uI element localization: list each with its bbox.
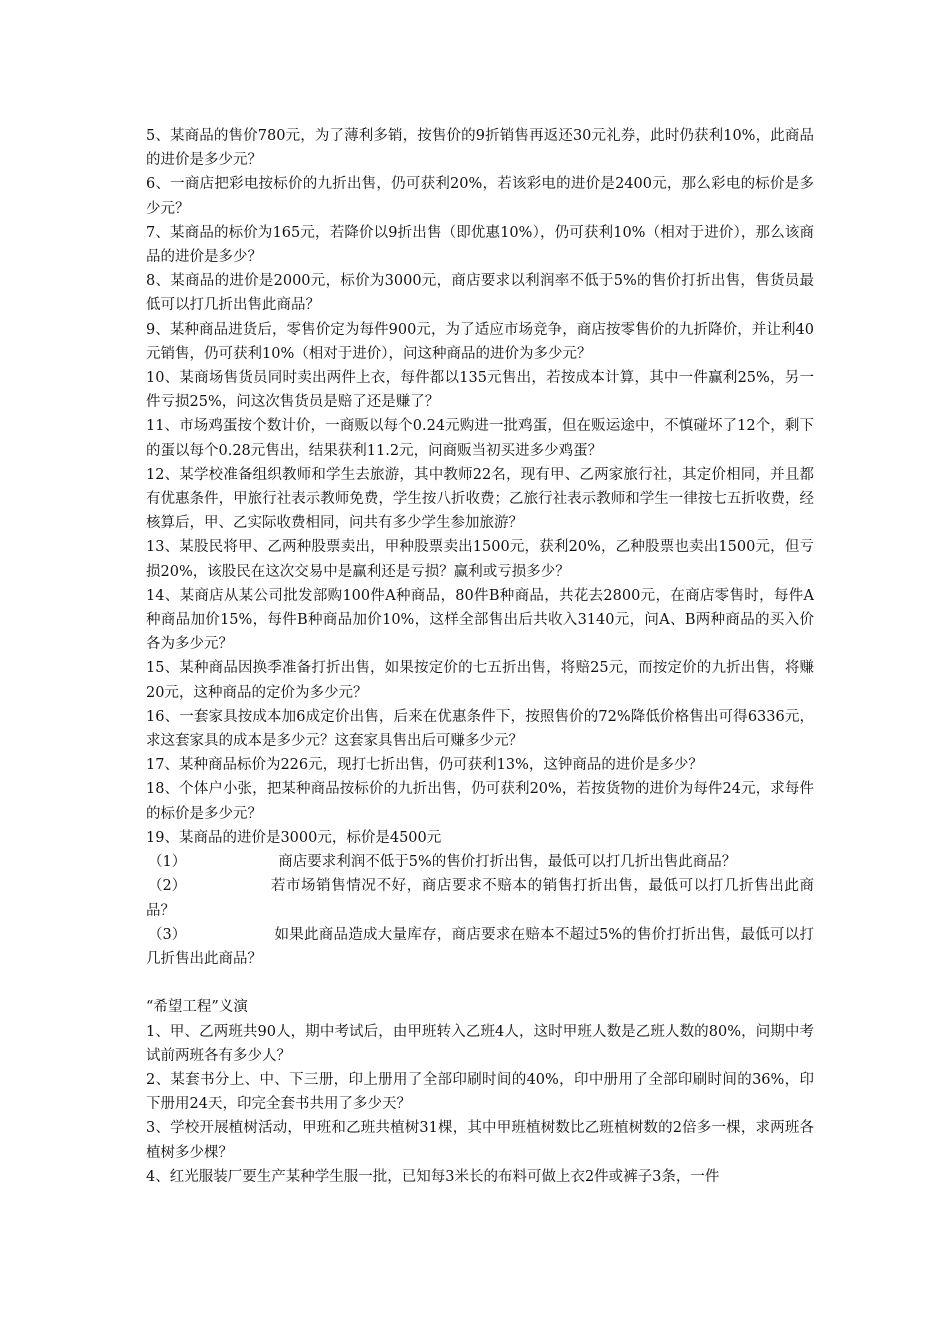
problem-13: 13、某股民将甲、乙两种股票卖出，甲种股票卖出1500元，获利20%，乙种股票也卖出1500元，但亏损20%，该股民在这次交易中是赢利还是亏损？赢利或亏损多少？ [146,539,814,580]
sub-item-3 [146,923,814,971]
problem-15: 15、某种商品因换季准备打折出售，如果按定价的七五折出售，将赔25元，而按定价的九折出售，将赚20元，这种商品的定价为多少元？ [146,660,814,701]
problem-11: 11、市场鸡蛋按个数计价，一商贩以每个0.24元购进一批鸡蛋，但在贩运途中，不慎碰坏了12个，剩下的蛋以每个0.28元售出，结果获利11.2元，问商贩当初买进多少鸡蛋？ [146,418,814,459]
sub-item-1 [146,850,814,874]
sub-item-text: 商店要求利润不低于5%的售价打折出售，最低可以打几折出售此商品？ [278,854,737,871]
section-problem-3: 3、学校开展植树活动，甲班和乙班共植树31棵，其中甲班植树数比乙班植树数的2倍多一棵，求两班各植树多少棵？ [146,1120,814,1161]
problem-9: 9、某种商品进货后，零售价定为每件900元，为了适应市场竞争，商店按零售价的九折降价，并让利40元销售，仍可获利10%（相对于进价），问这种商品的进价为多少元？ [146,321,814,362]
sub-item-text: 如果此商品造成大量库存，商店要求在赔本不超过5%的售价打折出售，最低可以打几折售出此商品？ [146,926,814,967]
sub-item-2 [146,874,814,922]
sub-item-text: 若市场销售情况不好，商店要求不赔本的销售打折出售，最低可以打几折售出此商品？ [146,878,814,919]
problem-14: 14、某商店从某公司批发部购100件A种商品，80件B种商品，共花去2800元，在商店零售时，每件A种商品加价15%，每件B种商品加价10%，这样全部售出后共收入3140元，问A、B两种商品的买入价各为多少元？ [146,587,814,653]
problem-12: 12、某学校准备组织教师和学生去旅游，其中教师22名，现有甲、乙两家旅行社，其定价相同，并且都有优惠条件，甲旅行社表示教师免费，学生按八折收费；乙旅行社表示教师和学生一律按七五折收费，经核算后，甲、乙实际收费相同，问共有多少学生参加旅游？ [146,466,814,532]
problem-6: 6、一商店把彩电按标价的九折出售，仍可获利20%，若该彩电的进价是2400元，那么彩电的标价是多少元？ [146,176,814,217]
section-title: “希望工程”义演 [146,999,248,1016]
problem-19: 19、某商品的进价是3000元，标价是4500元 [146,829,442,846]
problem-16: 16、一套家具按成本加6成定价出售，后来在优惠条件下，按照售价的72%降低价格售出可得6336元，求这套家具的成本是多少元？这套家具售出后可赚多少元？ [146,708,814,750]
problem-5: 5、某商品的售价780元，为了薄利多销，按售价的9折销售再返还30元礼券，此时仍获利10%，此商品的进价是多少元？ [146,128,814,169]
sub-item-number: （3） [148,926,187,943]
problem-18: 18、个体户小张，把某种商品按标价的九折出售，仍可获利20%，若按货物的进价为每件24元，求每件的标价是多少元？ [146,781,814,822]
sub-item-number: （2） [148,878,187,895]
sub-item-number: （1） [148,854,187,871]
section-problem-4: 4、红光服装厂要生产某种学生服一批，已知每3米长的布料可做上衣2件或裤子3条，一件 [146,1168,720,1185]
section-problem-2: 2、某套书分上、中、下三册，印上册用了全部印刷时间的40%，印中册用了全部印刷时间的36%，印下册用24天，印完全套书共用了多少天？ [146,1071,814,1113]
document-body [146,124,814,1189]
problem-8: 8、某商品的进价是2000元，标价为3000元，商店要求以利润率不低于5%的售价打折出售，售货员最低可以打几折出售此商品？ [146,273,814,314]
problem-17: 17、某种商品标价为226元，现打七折出售，仍可获利13%，这钟商品的进价是多少？ [146,757,703,774]
problem-7: 7、某商品的标价为165元，若降价以9折出售（即优惠10%），仍可获利10%（相对于进价），那么该商品的进价是多少？ [146,224,814,266]
section-problem-1: 1、甲、乙两班共90人，期中考试后，由甲班转入乙班4人，这时甲班人数是乙班人数的80%，问期中考试前两班各有多少人？ [146,1023,814,1064]
blank-line [146,971,814,995]
problem-10: 10、某商场售货员同时卖出两件上衣，每件都以135元售出，若按成本计算，其中一件赢利25%，另一件亏损25%，问这次售货员是赔了还是赚了？ [146,370,814,411]
